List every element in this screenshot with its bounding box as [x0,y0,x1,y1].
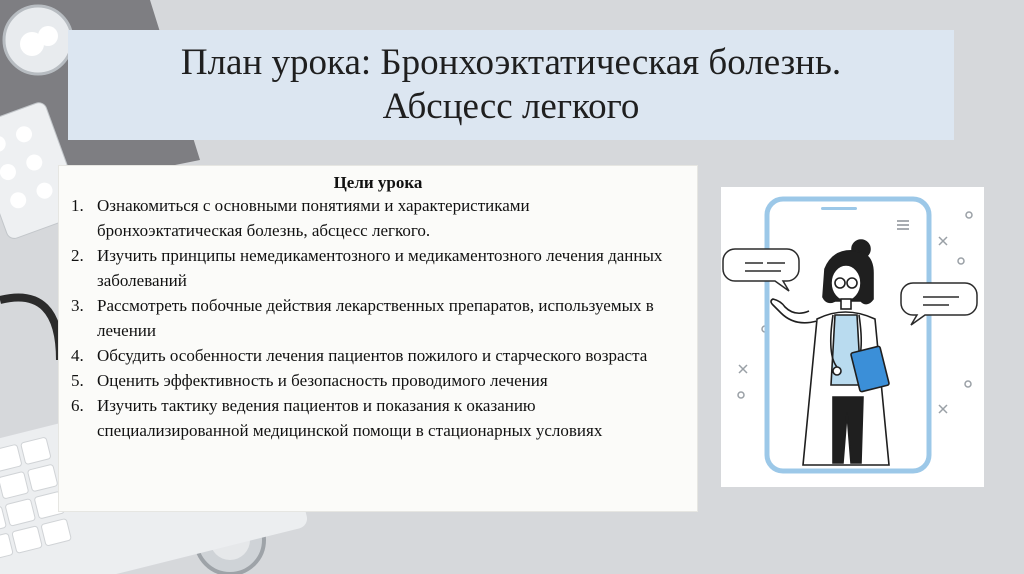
goal-number: 6. [71,396,84,415]
goal-item [59,293,677,343]
doctor-in-phone-illustration [721,187,984,487]
goal-text: Изучить тактику ведения пациентов и показания к оказанию специализированной медицинской помощи в стационарных условиях [97,396,603,440]
slide-title-line-2: Абсцесс легкого [382,86,640,127]
goal-number: 4. [71,346,84,365]
lesson-goals-heading: Цели урока [333,173,423,192]
pill-jar-icon [4,6,72,74]
goal-item [59,393,677,443]
goal-text: Рассмотреть побочные действия лекарственных препаратов, используемых в лечении [97,296,654,340]
goal-number: 1. [71,196,84,215]
doctor-illustration [721,187,984,487]
goal-text: Обсудить особенности лечения пациентов пожилого и старческого возраста [97,346,648,365]
goal-item [59,368,677,393]
lesson-goals-panel [59,166,697,511]
slide-title [68,30,954,140]
goal-number: 5. [71,371,84,390]
goal-number: 3. [71,296,84,315]
goal-text: Ознакомиться с основными понятиями и характеристиками бронхоэктатическая болезнь, абсцесс легкого. [97,196,530,240]
lesson-goals-list [59,193,677,443]
goal-text: Оценить эффективность и безопасность проводимого лечения [97,371,548,390]
goal-item [59,243,677,293]
goal-number: 2. [71,246,84,265]
goal-item [59,193,677,243]
goal-item [59,343,677,368]
goal-text: Изучить принципы немедикаментозного и медикаментозного лечения данных заболеваний [97,246,663,290]
slide-title-line-1: План урока: Бронхоэктатическая болезнь. [180,42,842,83]
